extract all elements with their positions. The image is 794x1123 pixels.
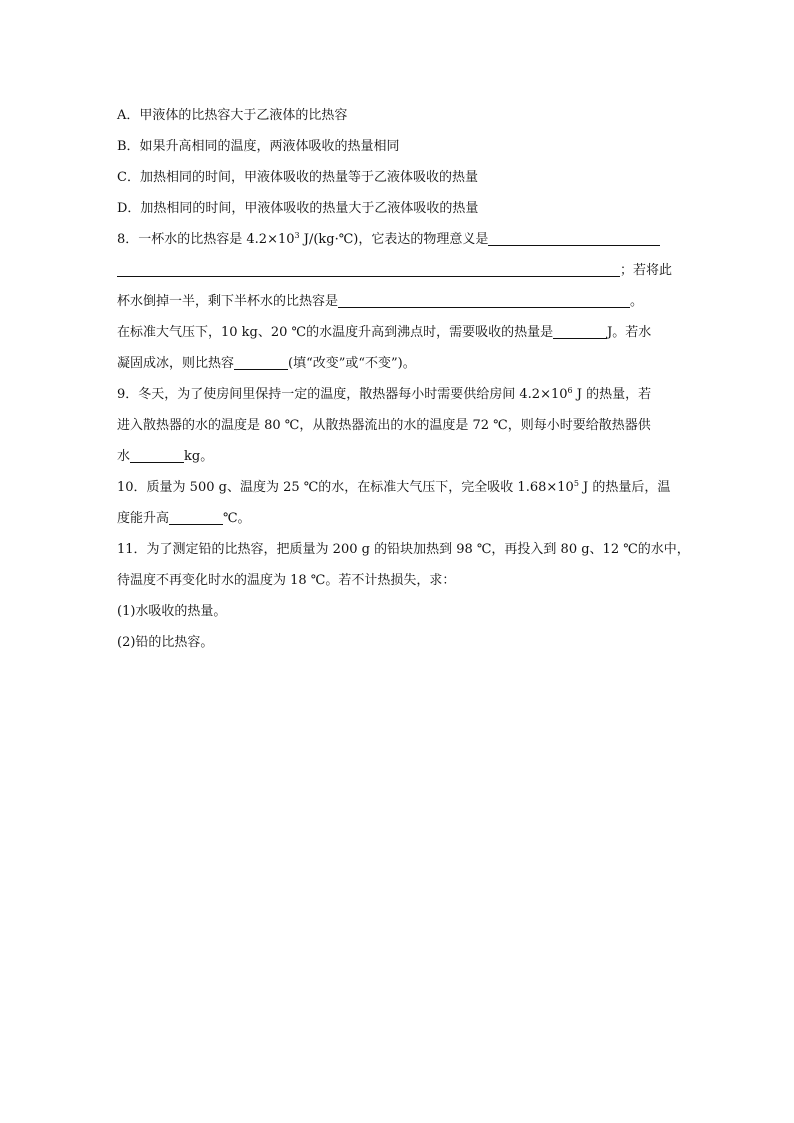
q8-exponent: 3	[294, 231, 300, 240]
q11-line-1: 11．为了测定铅的比热容，把质量为 200 g 的铅块加热到 98 ℃，再投入到 80 g、12 ℃的水中，	[117, 542, 690, 557]
question-content	[117, 100, 690, 658]
q8-line-3	[117, 286, 682, 317]
q8-answer-blank-meaning-cont[interactable]	[117, 259, 620, 277]
q10-text: 10．质量为 500 g、温度为 25 ℃的水，在标准大气压下，完全吸收 1.68×10	[117, 480, 574, 495]
q10-text: 度能升高	[117, 511, 170, 526]
q9-line-2: 进入散热器的水的温度是 80 ℃，从散热器流出的水的温度是 72 ℃，则每小时要给散热器供	[117, 418, 651, 433]
option-b: B．如果升高相同的温度，两液体吸收的热量相同	[117, 139, 400, 154]
q8-text: 。	[630, 294, 644, 309]
q10-text: ℃。	[223, 511, 251, 526]
q8-text: 凝固成冰，则比热容	[117, 356, 235, 371]
q8-text: 杯水倒掉一半，剩下半杯水的比热容是	[117, 294, 339, 309]
q8-text: 8．一杯水的比热容是 4.2×10	[117, 232, 295, 247]
q8-text: J/(kg·℃)，它表达的物理意义是	[299, 232, 489, 247]
q8-answer-blank-heat[interactable]	[553, 321, 607, 339]
q11-line-2: 待温度不再变化时水的温度为 18 ℃。若不计热损失，求：	[117, 573, 456, 588]
q10-line-1	[117, 472, 682, 503]
q11-part-2: (2)铅的比热容。	[117, 635, 214, 650]
option-a: A．甲液体的比热容大于乙液体的比热容	[117, 108, 348, 123]
q9-line-1	[117, 379, 682, 410]
q11-part-1: (1)水吸收的热量。	[117, 604, 227, 619]
q10-line-2	[117, 503, 682, 534]
q8-text: ；若将此	[620, 263, 673, 278]
q9-line-3	[117, 441, 682, 472]
q9-answer-blank-mass[interactable]	[130, 445, 184, 463]
option-c: C．加热相同的时间，甲液体吸收的热量等于乙液体吸收的热量	[117, 170, 478, 185]
q9-text: 9．冬天，为了使房间里保持一定的温度，散热器每小时需要供给房间 4.2×10	[117, 387, 568, 402]
q9-exponent: 6	[567, 386, 573, 395]
q8-answer-blank-half-cup[interactable]	[338, 290, 630, 308]
q8-text: (填“改变”或“不变”)。	[288, 356, 416, 371]
q8-text: 在标准大气压下，10 kg、20 ℃的水温度升高到沸点时，需要吸收的热量是	[117, 325, 554, 340]
q8-line-4	[117, 317, 682, 348]
q9-text: J 的热量，若	[572, 387, 652, 402]
q8-answer-blank-meaning[interactable]	[488, 228, 660, 246]
q10-text: J 的热量后，温	[578, 480, 671, 495]
q8-line-1	[117, 224, 682, 255]
q8-line-2	[117, 255, 682, 286]
q10-answer-blank-temp[interactable]	[169, 507, 223, 525]
option-d: D．加热相同的时间，甲液体吸收的热量大于乙液体吸收的热量	[117, 201, 479, 216]
q10-exponent: 5	[573, 479, 579, 488]
q8-text: J。若水	[607, 325, 652, 340]
q9-text: 水	[117, 449, 131, 464]
q9-text: kg。	[184, 449, 214, 464]
q8-line-5	[117, 348, 682, 379]
q8-answer-blank-ice[interactable]	[234, 352, 288, 370]
